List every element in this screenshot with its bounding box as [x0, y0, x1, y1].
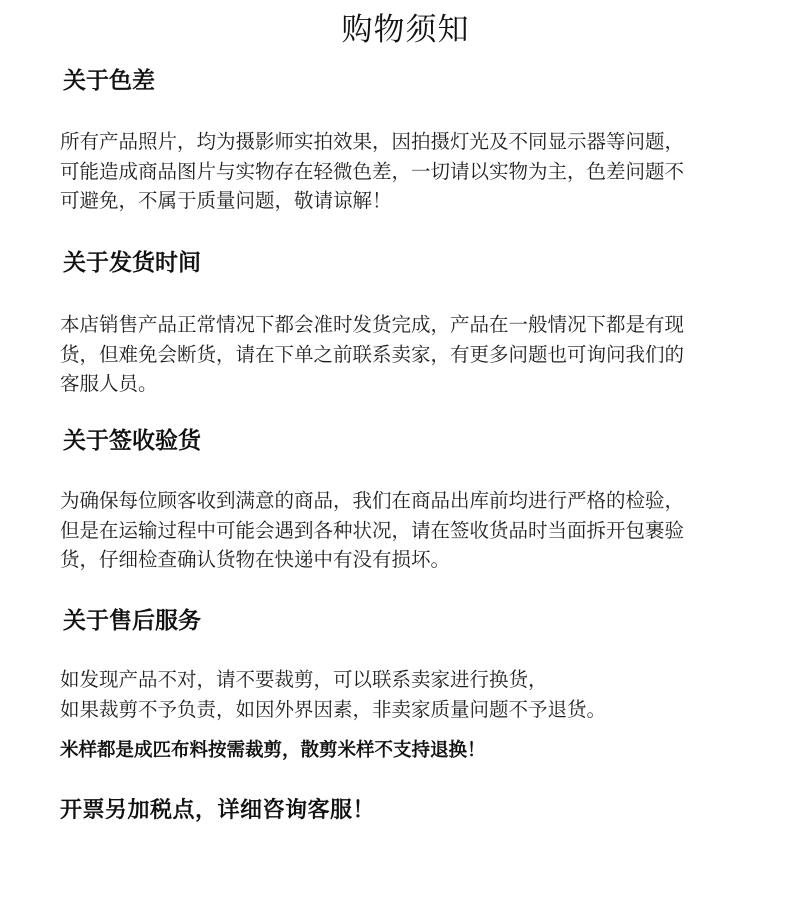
paragraph-line: 如发现产品不对，请不要裁剪，可以联系卖家进行换货，: [60, 668, 548, 691]
paragraph-line: 客服人员。: [60, 372, 158, 395]
fabric-return-note: 米样都是成匹布料按需裁剪，散剪米样不支持退换！: [60, 740, 486, 761]
paragraph-line: 为确保每位顾客收到满意的商品，我们在商品出库前均进行严格的检验，: [60, 489, 685, 512]
section-heading-after-sales: 关于售后服务: [63, 608, 201, 634]
paragraph-line: 货，仔细检查确认货物在快递中有没有损坏。: [60, 548, 451, 571]
paragraph-line: 货，但难免会断货，请在下单之前联系卖家，有更多问题也可询问我们的: [60, 342, 685, 366]
paragraph-line: 所有产品照片，均为摄影师实拍效果，因拍摄灯光及不同显示器等问题，: [60, 130, 685, 153]
page-title: 购物须知: [341, 12, 470, 48]
section-heading-delivery-inspection: 关于签收验货: [63, 428, 201, 454]
section-body-delivery-inspection: [60, 486, 780, 575]
invoice-tax-note: 开票另加税点，详细咨询客服！: [60, 798, 376, 823]
paragraph-line: 本店销售产品正常情况下都会准时发货完成，产品在一般情况下都是有现: [60, 313, 685, 336]
paragraph-line: 可避免，不属于质量问题，敬请谅解！: [60, 189, 392, 212]
paragraph-line: 如果裁剪不予负责，如因外界因素，非卖家质量问题不予退货。: [60, 697, 607, 721]
section-body-shipping-time: [60, 310, 780, 399]
section-body-after-sales: [60, 665, 780, 724]
section-heading-color-difference: 关于色差: [63, 68, 155, 94]
section-heading-shipping-time: 关于发货时间: [63, 250, 201, 276]
paragraph-line: 可能造成商品图片与实物存在轻微色差，一切请以实物为主，色差问题不: [60, 159, 685, 183]
paragraph-line: 但是在运输过程中可能会遇到各种状况，请在签收货品时当面拆开包裹验: [60, 518, 685, 542]
section-body-color-difference: [60, 127, 780, 216]
